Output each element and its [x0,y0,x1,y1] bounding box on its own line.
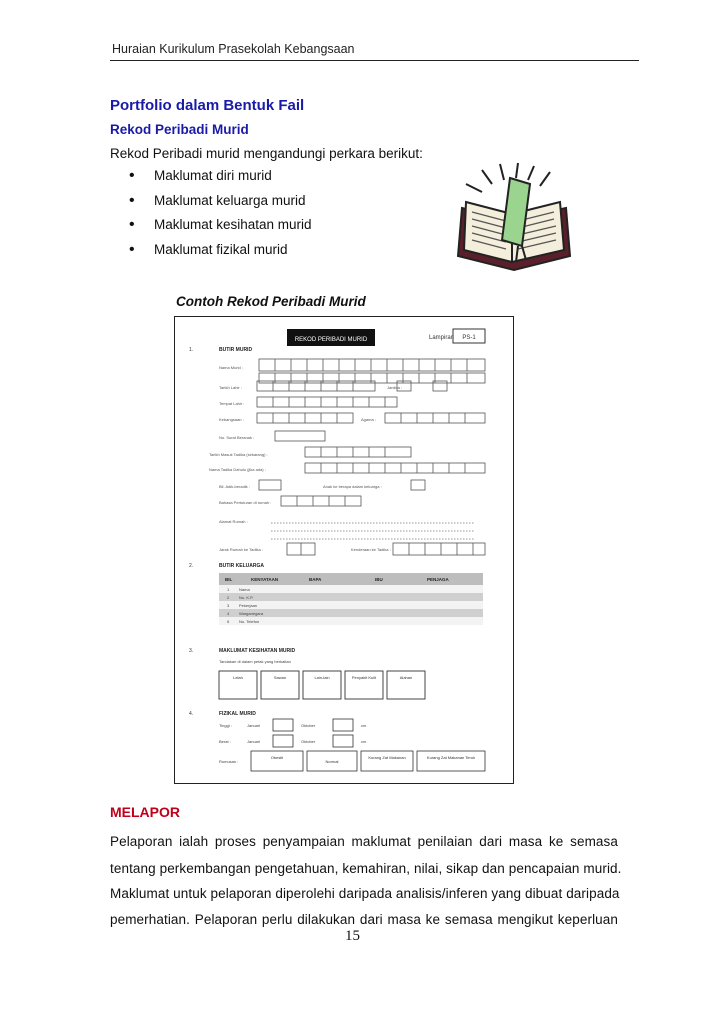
form-field-label: Jarak Rumah ke Tadika : [219,547,263,552]
form-field-label: Alamat Rumah : [219,519,248,524]
form-field-label: cm [361,723,367,728]
form-table-cell: Nama [239,587,250,592]
list-item: • Maklumat fizikal murid [110,240,312,265]
figure-caption: Contoh Rekod Peribadi Murid [176,294,366,309]
header-rule [110,60,639,61]
form-table-header: BIL [225,577,233,582]
melapor-line: pemerhatian. Pelaporan perlu dilakukan dari masa ke semasa mengikut keperluan [110,912,618,927]
sample-form-image [174,316,514,784]
form-field-label: Kenderaan ke Tadika : [351,547,391,552]
form-check-label: Lelah [233,675,243,680]
form-field-label: Anak ke berapa dalam keluarga : [323,484,382,489]
form-title: REKOD PERIBADI MURID [294,337,368,343]
list-item: • Maklumat keluarga murid [110,191,312,216]
form-option-label: Obesiti [270,755,284,760]
form-field-label: No. Surat Beranak : [219,435,255,440]
form-field-label: Nama Tadika Dahulu (jika ada) : [209,467,266,472]
form-field-label: Agama : [361,417,376,422]
page-number: 15 [345,928,360,944]
form-table-header: IBU [375,577,383,582]
form-field-label: Januari [247,739,261,744]
form-field-label: Bahasa Pertuturan di rumah : [219,500,272,505]
form-table-cell: 2 [227,595,230,600]
form-field-label: Oktober [301,723,316,728]
form-table-header: KENYATAAN [251,577,279,582]
form-section-number: 2. [189,563,194,569]
form-section-number: 1. [189,347,194,353]
list-item: • Maklumat diri murid [110,166,312,191]
form-note: Tandakan di dalam petak yang berkaitan [219,659,291,664]
form-field-label: Tarikh Masuk Tadika (sekarang) : [209,452,268,457]
form-field-label: Tinggi : [219,723,232,728]
form-field-label: Rumusan : [219,759,239,764]
form-field-label: Nama Murid : [219,365,244,370]
form-section-title: MAKLUMAT KESIHATAN MURID [219,648,296,654]
form-section-number: 4. [189,711,194,717]
form-table-cell: Warganegara [239,611,264,616]
section-title: Portfolio dalam Bentuk Fail [110,97,305,114]
form-section-number: 3. [189,648,194,654]
form-section-title: BUTIR MURID [219,347,253,353]
form-table-cell: Pekerjaan [239,603,258,608]
form-check-label: Penyakit Kulit [351,675,377,680]
form-table-cell: 3 [227,603,230,608]
melapor-title: MELAPOR [110,804,180,820]
melapor-line: Pelaporan ialah proses penyampaian maklumat penilaian dari masa ke semasa [110,834,618,849]
form-option-label: Kurang Zat Makanan [368,755,406,760]
form-check-label: Lain-lain [314,675,330,680]
form-table-cell: No. Telefon [239,619,260,624]
form-table-cell: No. K.P. [239,595,254,600]
form-table-header: BAPA [309,577,322,582]
form-table-cell: 1 [227,587,230,592]
form-field-label: cm [361,739,367,744]
form-table-header: PENJAGA [427,577,449,582]
list-item: • Maklumat kesihatan murid [110,215,312,240]
form-field-label: Oktober [301,739,316,744]
melapor-line: tentang perkembangan pengetahuan, kemahiran, nilai, sikap dan pencapaian murid. [110,861,622,876]
form-field-label: Januari [247,723,261,728]
form-option-label: Kurang Zat Makanan Teruk [426,755,476,760]
melapor-line: Maklumat untuk pelaporan diperolehi daripada analisis/inferen yang dibuat daripada [110,886,620,901]
form-field-label: Bil. Adik-beradik : [219,484,250,489]
form-section-title: BUTIR KELUARGA [219,563,264,569]
form-table-cell: 4 [227,611,230,616]
form-field-label: Tarikh Lahir : [219,385,242,390]
subsection-title: Rekod Peribadi Murid [110,122,249,137]
form-section-title: FIZIKAL MURID [219,711,256,717]
running-header: Huraian Kurikulum Prasekolah Kebangsaan [112,42,355,56]
form-check-label: Alahan [399,675,413,680]
form-field-label: Jantina : [387,385,403,390]
form-lampiran-ref: PS-1 [462,335,476,341]
form-option-label: Normal [325,759,339,764]
form-lampiran: Lampiran [429,335,455,341]
form-table-cell: 5 [227,619,230,624]
form-field-label: Kebangsaan : [219,417,244,422]
intro-text: Rekod Peribadi murid mengandungi perkara berikut: [110,146,423,161]
open-book-icon [452,162,576,274]
form-field-label: Berat : [219,739,231,744]
bullet-list [110,166,312,264]
form-field-label: Tempat Lahir : [219,401,245,406]
form-check-label: Sawan [273,675,287,680]
